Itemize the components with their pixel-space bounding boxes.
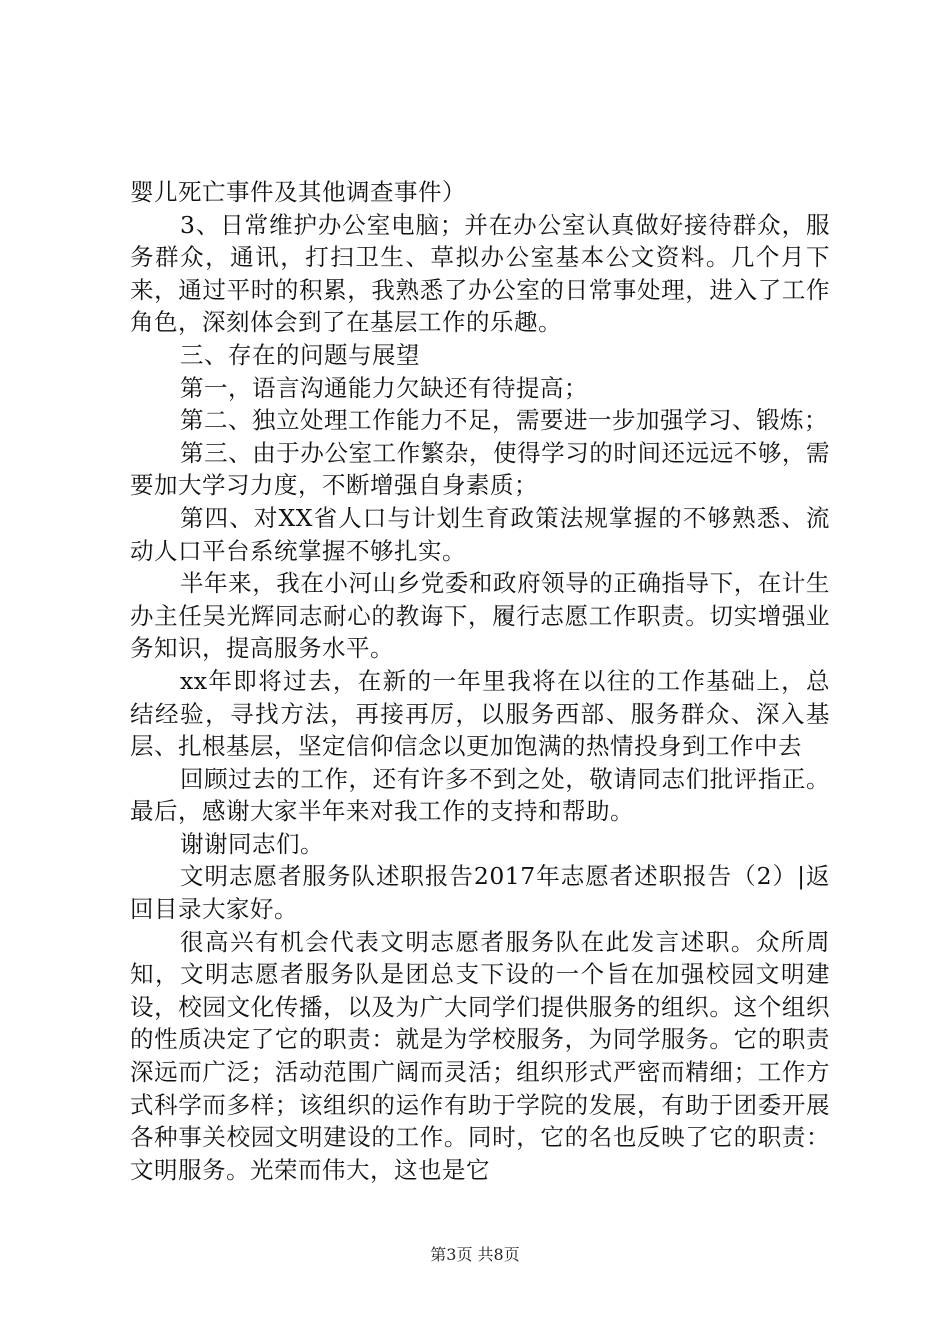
paragraph-second: 第二、独立处理工作能力不足，需要进一步加强学习、锻炼； <box>180 406 828 435</box>
paragraph-volunteer-intro: 很高兴有机会代表文明志愿者服务队在此发言述职。众所周知，文明志愿者服务队是团总支下设的一个旨在加强校园文明建设，校园文化传播，以及为广大同学们提供服务的组织。这个组织的性质决定了它的职责：就是为学校服务，为同学服务。它的职责深远而广泛；活动范围广阔而灵活；组织形式严密而精细；工作方式科学而多样；该组织的运作有助于学院的发展，有助于团委开展各种事关校园文明建设的工作。同时，它的名也反映了它的职责：文明服务。光荣而伟大，这也是它 <box>130 927 830 1184</box>
paragraph-item-3: 3、日常维护办公室电脑；并在办公室认真做好接待群众，服务群众，通讯，打扫卫生、草拟办公室基本公文资料。几个月下来，通过平时的积累，我熟悉了办公室的日常事处理，进入了工作角色，深刻体会到了在基层工作的乐趣。 <box>130 210 830 337</box>
page-number-footer: 第3页 共8页 <box>430 1245 520 1264</box>
document-body <box>130 176 830 1186</box>
paragraph-review: 回顾过去的工作，还有许多不到之处，敬请同志们批评指正。最后，感谢大家半年来对我工作的支持和帮助。 <box>130 764 830 826</box>
paragraph-thanks: 谢谢同志们。 <box>180 829 324 858</box>
paragraph-report-title: 文明志愿者服务队述职报告2017年志愿者述职报告（2）|返回目录大家好。 <box>130 862 830 924</box>
paragraph-first: 第一，语言沟通能力欠缺还有待提高； <box>180 373 588 402</box>
section-heading-problems: 三、存在的问题与展望 <box>180 340 420 369</box>
paragraph-new-year: xx年即将过去，在新的一年里我将在以往的工作基础上，总结经验，寻找方法，再接再厉，以服务西部、服务群众、深入基层、扎根基层，坚定信仰信念以更加饱满的热情投身到工作中去 <box>130 666 830 761</box>
paragraph-continuation: 婴儿死亡事件及其他调查事件） <box>130 178 466 206</box>
paragraph-fourth: 第四、对XX省人口与计划生育政策法规掌握的不够熟悉、流动人口平台系统掌握不够扎实。 <box>130 503 830 565</box>
paragraph-half-year: 半年来，我在小河山乡党委和政府领导的正确指导下，在计生办主任吴光辉同志耐心的教诲下，履行志愿工作职责。切实增强业务知识，提高服务水平。 <box>130 569 830 663</box>
paragraph-third: 第三、由于办公室工作繁杂，使得学习的时间还远远不够，需要加大学习力度，不断增强自身素质； <box>130 438 830 500</box>
